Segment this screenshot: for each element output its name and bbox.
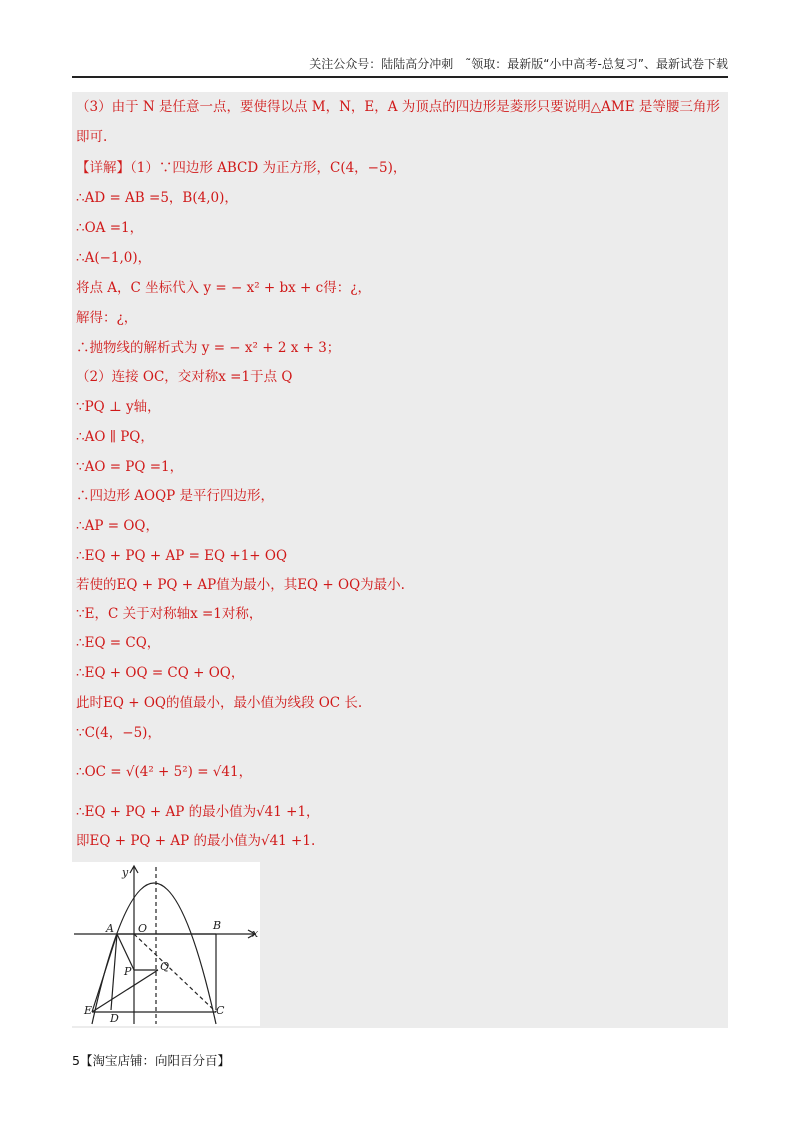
page-footer: 5【淘宝店铺：向阳百分百】 (72, 1053, 230, 1068)
page-header: 关注公众号：陆陆高分冲刺 ˜领取：最新版“小中高考-总复习”、最新试卷下载 (72, 55, 728, 78)
solution-line-parabola: ∴抛物线的解析式为 y = − x² + 2 x + 3； (76, 340, 341, 356)
solution-line-eq-cq: ∴EQ = CQ， (76, 635, 161, 651)
solution-line-substitute: 将点 A，C 坐标代入 y = − x² + bx + c得：¿， (76, 280, 371, 296)
solution-line-parallelogram: ∴四边形 AOQP 是平行四边形， (76, 488, 275, 504)
solution-line-ao-eq-pq: ∵AO = PQ =1， (76, 459, 184, 475)
solution-line-point-a: ∴A(−1,0)， (76, 250, 152, 266)
parabola-diagram (72, 862, 260, 1026)
solution-line-pq-perp: ∵PQ ⊥ y轴， (76, 399, 161, 415)
part2-connect-line: （2）连接 OC，交对称x =1于点 Q (76, 369, 293, 385)
segment-ae (92, 934, 117, 1012)
label-c: C (216, 1004, 225, 1017)
solution-line-minimize: 若使的EQ + PQ + AP值为最小，其EQ + OQ为最小. (76, 577, 405, 593)
part3-analysis-line2: 即可. (76, 129, 108, 145)
solution-line-oc-length: ∴OC = √(4² + 5²) = √41， (76, 764, 253, 780)
solution-line-symmetric: ∵E，C 关于对称轴x =1对称， (76, 606, 263, 622)
solution-line-ad-ab: ∴AD = AB =5，B(4,0)， (76, 190, 238, 206)
label-d: D (110, 1012, 119, 1025)
solution-line-ap-eq-oq: ∴AP = OQ， (76, 518, 159, 534)
solution-line-min-value: ∴EQ + PQ + AP 的最小值为√41 +1， (76, 804, 320, 820)
label-q: Q (160, 960, 170, 973)
solution-line-solve: 解得：¿， (76, 310, 138, 326)
label-p: P (124, 965, 132, 978)
label-o: O (138, 922, 148, 935)
parabola-figure (72, 862, 260, 1026)
solution-line-eq-oq: ∴EQ + OQ = CQ + OQ， (76, 665, 245, 681)
solution-line-oa: ∴OA =1， (76, 220, 144, 236)
label-e: E (84, 1004, 93, 1017)
solution-line-sum: ∴EQ + PQ + AP = EQ +1+ OQ (76, 548, 288, 564)
solution-line-min-oc: 此时EQ + OQ的值最小，最小值为线段 OC 长. (76, 695, 363, 711)
label-a: A (106, 922, 114, 935)
label-x: x (252, 927, 259, 940)
detail-heading-line: 【详解】（1）∵四边形 ABCD 为正方形，C(4，−5)， (76, 160, 407, 176)
solution-line-point-c: ∵C(4，−5)， (76, 725, 161, 741)
solution-line-ao-parallel: ∴AO ∥ PQ， (76, 429, 154, 445)
solution-line-conclusion: 即EQ + PQ + AP 的最小值为√41 +1. (76, 833, 316, 849)
label-b: B (213, 919, 222, 932)
part3-analysis-line1: （3）由于 N 是任意一点，要使得以点 M，N，E，A 为顶点的四边形是菱形只要说明△AME 是等腰三角形 (76, 99, 720, 115)
label-y: y (122, 866, 129, 879)
